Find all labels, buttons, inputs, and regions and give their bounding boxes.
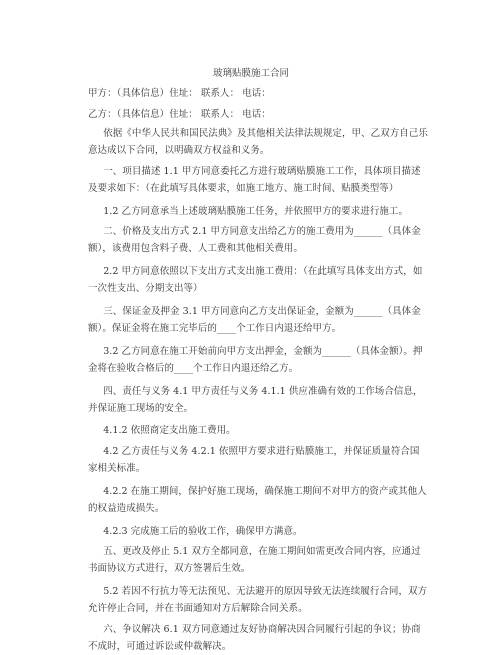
clause-2-1: 二、价格及支出方式 2.1 甲方同意支出给乙方的施工费用为______（具体金额），该费用包含料子费、人工费和其他相关费用。: [88, 226, 421, 254]
party-b-line: 乙方：（具体信息）住址： 联系人： 电话：: [88, 109, 271, 120]
party-a-line: 甲方：（具体信息）住址： 联系人： 电话：: [88, 88, 271, 99]
clause-3-2: 3.2 乙方同意在施工开始前向甲方支出押金，金额为______（具体金额）。押金将在验收合格后的____个工作日内退还给乙方。: [88, 346, 423, 374]
clause-4-2-2: 4.2.2 在施工期间，保护好施工现场，确保施工期间不对甲方的资产或其他人的权益造成损失。: [88, 486, 427, 514]
clause-6-1: 六、争议解决 6.1 双方同意通过友好协商解决因合同履行引起的争议；协商不成时，可通过诉讼或仲裁解决。: [88, 624, 421, 652]
clause-5-1: 五、更改及停止 5.1 双方全都同意，在施工期间如需更改合同内容，应通过书面协议方式进行，双方签署后生效。: [88, 546, 421, 574]
clause-4-2-1: 4.2 乙方责任与义务 4.2.1 依照甲方要求进行贴膜施工，并保证质量符合国家相关标准。: [88, 446, 420, 474]
clause-1-1: 一、项目描述 1.1 甲方同意委托乙方进行玻璃贴膜施工工作，具体项目描述及要求如下：（在此填写具体要求，如施工地方、施工时间、贴膜类型等）: [88, 166, 421, 194]
clause-1-2: 1.2 乙方同意承当上述玻璃贴膜施工任务，并依照甲方的要求进行施工。: [103, 206, 409, 217]
clause-4-2-3: 4.2.3 完成施工后的验收工作，确保甲方满意。: [103, 526, 303, 537]
document-title: 玻璃贴膜施工合同: [212, 68, 289, 79]
clause-4-1-1: 四、责任与义务 4.1 甲方责任与义务 4.1.1 供应准确有效的工作场合信息，并保证施工现场的安全。: [88, 386, 423, 414]
clause-5-2: 5.2 若因不行抗力等无法预见、无法避开的原因导致无法连续履行合同，双方允许停止合同，并在书面通知对方后解除合同关系。: [88, 586, 428, 614]
clause-2-2: 2.2 甲方同意依照以下支出方式支出施工费用：（在此填写具体支出方式，如一次性支出、分期支出等）: [88, 266, 423, 294]
preamble-paragraph: 依据《中华人民共和国民法典》及其他相关法律法规规定，甲、乙双方自己乐意达成以下合同，以明确双方权益和义务。: [88, 128, 428, 156]
clause-3-1: 三、保证金及押金 3.1 甲方同意向乙方支出保证金，金额为______（具体金额）。保证金将在施工完毕后的____个工作日内退还给甲方。: [88, 306, 421, 334]
clause-4-1-2: 4.1.2 依照商定支出施工费用。: [103, 425, 236, 436]
